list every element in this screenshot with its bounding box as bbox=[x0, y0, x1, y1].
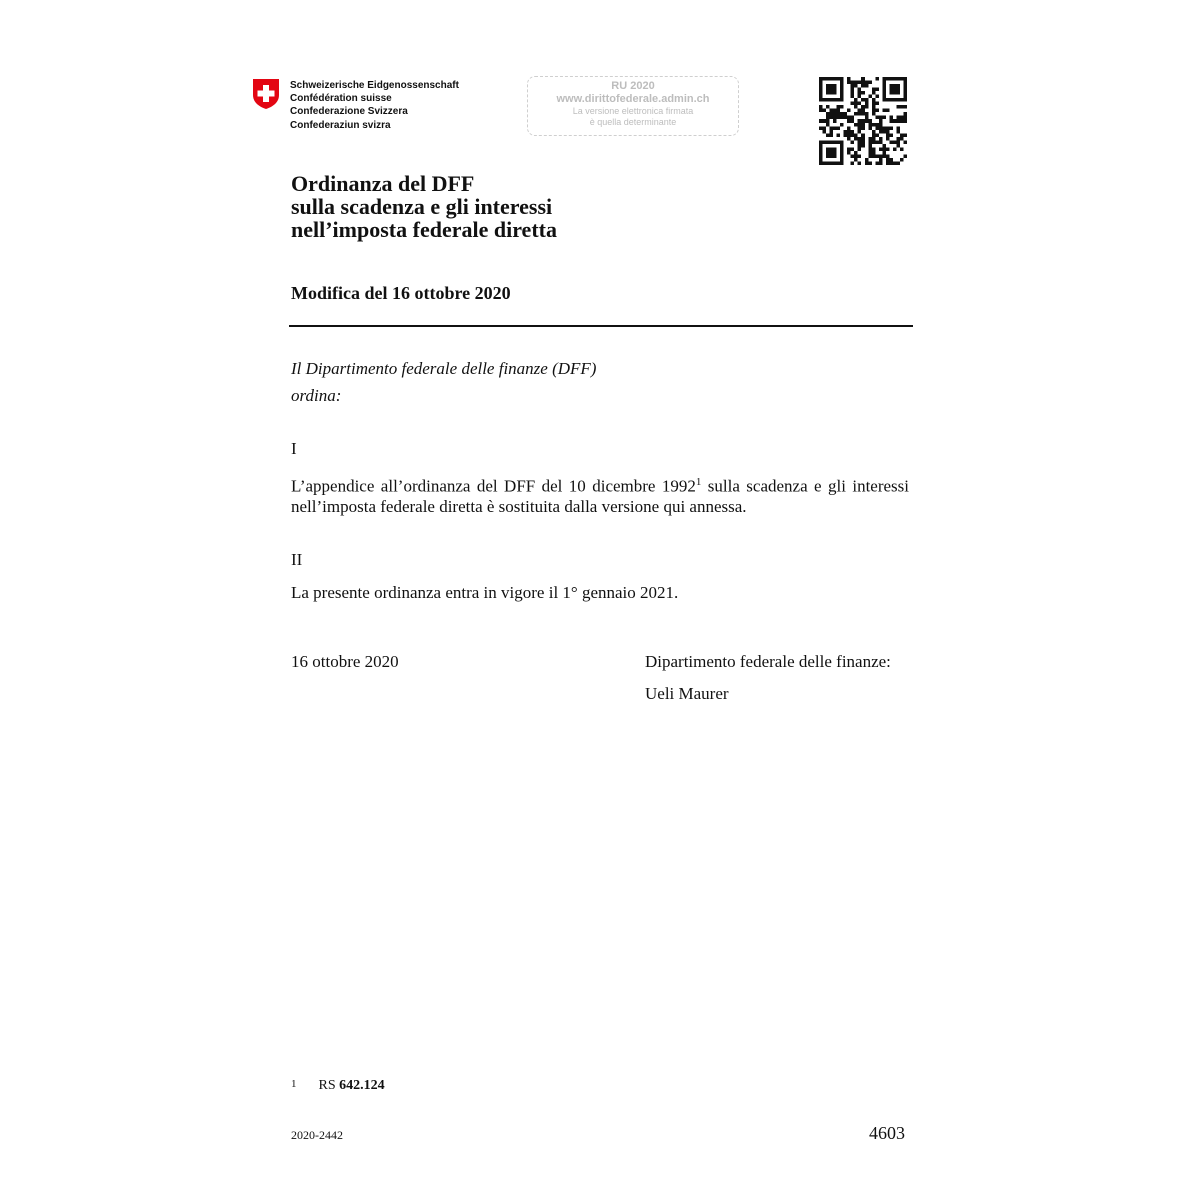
signature-date: 16 ottobre 2020 bbox=[291, 652, 399, 671]
stamp-note-line2: è quella determinante bbox=[589, 117, 677, 127]
document-id: 2020-2442 bbox=[291, 1128, 343, 1142]
signature-name: Ueli Maurer bbox=[645, 684, 729, 703]
section-i-heading: I bbox=[291, 439, 297, 458]
agency-name-it: Confederazione Svizzera bbox=[290, 106, 408, 118]
section-ii-heading: II bbox=[291, 550, 303, 569]
swiss-cross-shield-icon bbox=[252, 78, 280, 110]
section-i-text-end: sulla scadenza e gli interessi nell’imposta federale diretta è sostituita dalla versione qui annessa. bbox=[291, 476, 909, 516]
agency-name-fr: Confédération suisse bbox=[290, 93, 392, 105]
agency-name-de: Schweizerische Eidgenossenschaft bbox=[290, 80, 459, 91]
footnote-reference[interactable]: 1 bbox=[695, 476, 702, 488]
confederation-logo bbox=[252, 78, 512, 138]
footnote bbox=[291, 1078, 385, 1094]
footnote-number: 1 bbox=[291, 1078, 297, 1090]
section-i-text-start: L’appendice all’ordinanza del DFF del 10 dicembre 1992 bbox=[291, 476, 696, 496]
footnote-prefix: RS bbox=[318, 1078, 336, 1093]
section-i-text bbox=[291, 472, 909, 517]
agency-name-block bbox=[290, 79, 459, 132]
footnote-reference-number: 642.124 bbox=[339, 1078, 385, 1093]
title-line-2: sulla scadenza e gli interessi bbox=[291, 194, 553, 219]
amendment-date-heading: Modifica del 16 ottobre 2020 bbox=[291, 283, 511, 303]
stamp-note-line1: La versione elettronica firmata bbox=[572, 106, 694, 116]
stamp-collection: RU 2020 bbox=[611, 80, 655, 92]
signature-department: Dipartimento federale delle finanze: bbox=[645, 652, 891, 671]
title-divider bbox=[289, 325, 913, 327]
agency-name-rm: Confederaziun svizra bbox=[290, 119, 391, 131]
official-compilation-stamp bbox=[527, 76, 739, 136]
qr-code-icon bbox=[819, 77, 907, 165]
preamble bbox=[291, 355, 596, 409]
section-ii-text: La presente ordinanza entra in vigore il 1° gennaio 2021. bbox=[291, 583, 679, 602]
preamble-line-1: Il Dipartimento federale delle finanze (DFF) bbox=[291, 359, 597, 378]
stamp-url: www.dirittofederale.admin.ch bbox=[556, 93, 710, 105]
title-line-3: nell’imposta federale diretta bbox=[291, 217, 557, 242]
document-title bbox=[291, 172, 557, 241]
preamble-line-2: ordina: bbox=[291, 386, 342, 405]
title-line-1: Ordinanza del DFF bbox=[291, 171, 475, 196]
page-number: 4603 bbox=[869, 1123, 905, 1143]
